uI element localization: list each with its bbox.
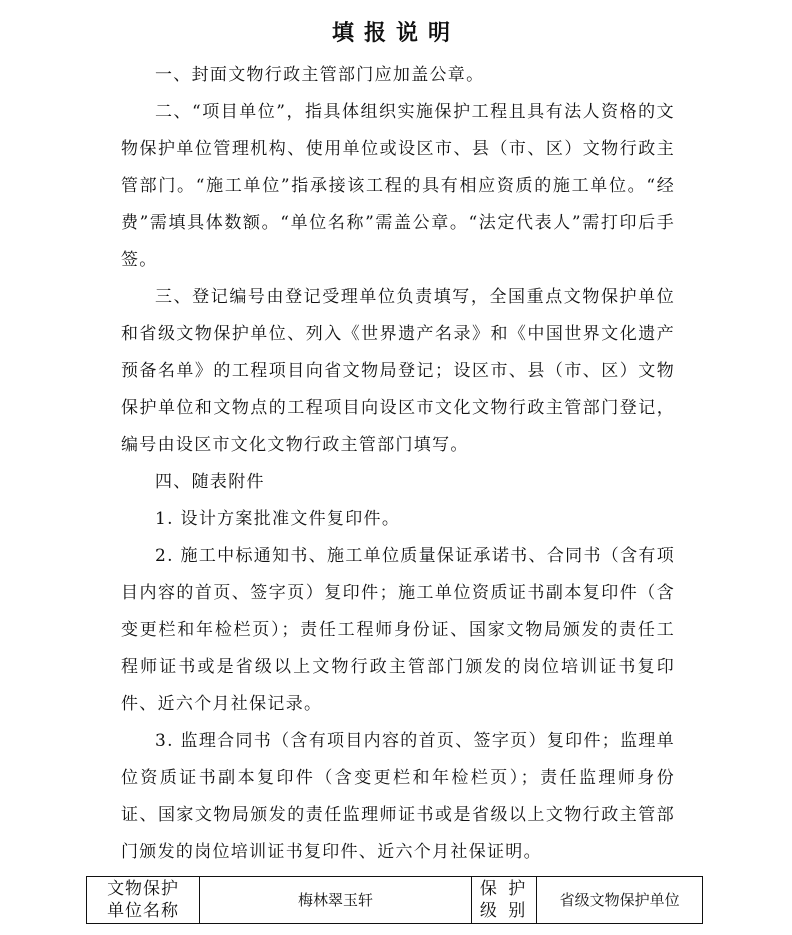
paragraph-6: 2. 施工中标通知书、施工单位质量保证承诺书、合同书（含有项目内容的首页、签字页）复印件；施工单位资质证书副本复印件（含变更栏和年检栏页）；责任工程师身份证、国家文物局颁发的责任工程师证书或是省级以上文物行政主管部门颁发的岗位培训证书复印件、近六个月社保记录。: [121, 546, 675, 714]
table-row: [87, 877, 703, 924]
unit-name-label-line2: 单位名称: [107, 901, 180, 921]
protection-level-label-line2: 级 别: [479, 901, 529, 921]
unit-info-table: [86, 876, 703, 924]
paragraph-2: 二、“项目单位”，指具体组织实施保护工程且具有法人资格的文物保护单位管理机构、使用单位或设区市、县（市、区）文物行政主管部门。“施工单位”指承接该工程的具有相应资质的施工单位。“经费”需填具体数额。“单位名称”需盖公章。“法定代表人”需打印后手签。: [121, 102, 675, 270]
unit-name-label: [87, 877, 200, 924]
paragraph-5: 1. 设计方案批准文件复印件。: [155, 509, 401, 529]
unit-name-value: 梅林翠玉轩: [200, 877, 472, 924]
paragraph-4: 四、随表附件: [155, 472, 265, 492]
paragraph-3: 三、登记编号由登记受理单位负责填写，全国重点文物保护单位和省级文物保护单位、列入《世界遗产名录》和《中国世界文化遗产预备名单》的工程项目向省文物局登记；设区市、县（市、区）文物保护单位和文物点的工程项目向设区市文化文物行政主管部门登记，编号由设区市文化文物行政主管部门填写。: [121, 287, 675, 455]
paragraph-7: 3. 监理合同书（含有项目内容的首页、签字页）复印件；监理单位资质证书副本复印件（含变更栏和年检栏页）；责任监理师身份证、国家文物局颁发的责任监理师证书或是省级以上文物行政主管部门颁发的岗位培训证书复印件、近六个月社保证明。: [121, 731, 675, 862]
paragraph-1: 一、封面文物行政主管部门应加盖公章。: [155, 65, 485, 85]
protection-level-label: [471, 877, 537, 924]
protection-level-value: 省级文物保护单位: [537, 877, 703, 924]
protection-level-label-line1: 保 护: [479, 879, 529, 899]
instructions-body: [121, 57, 675, 871]
page-title: 填报说明: [331, 20, 460, 46]
unit-name-label-line1: 文物保护: [107, 879, 180, 899]
